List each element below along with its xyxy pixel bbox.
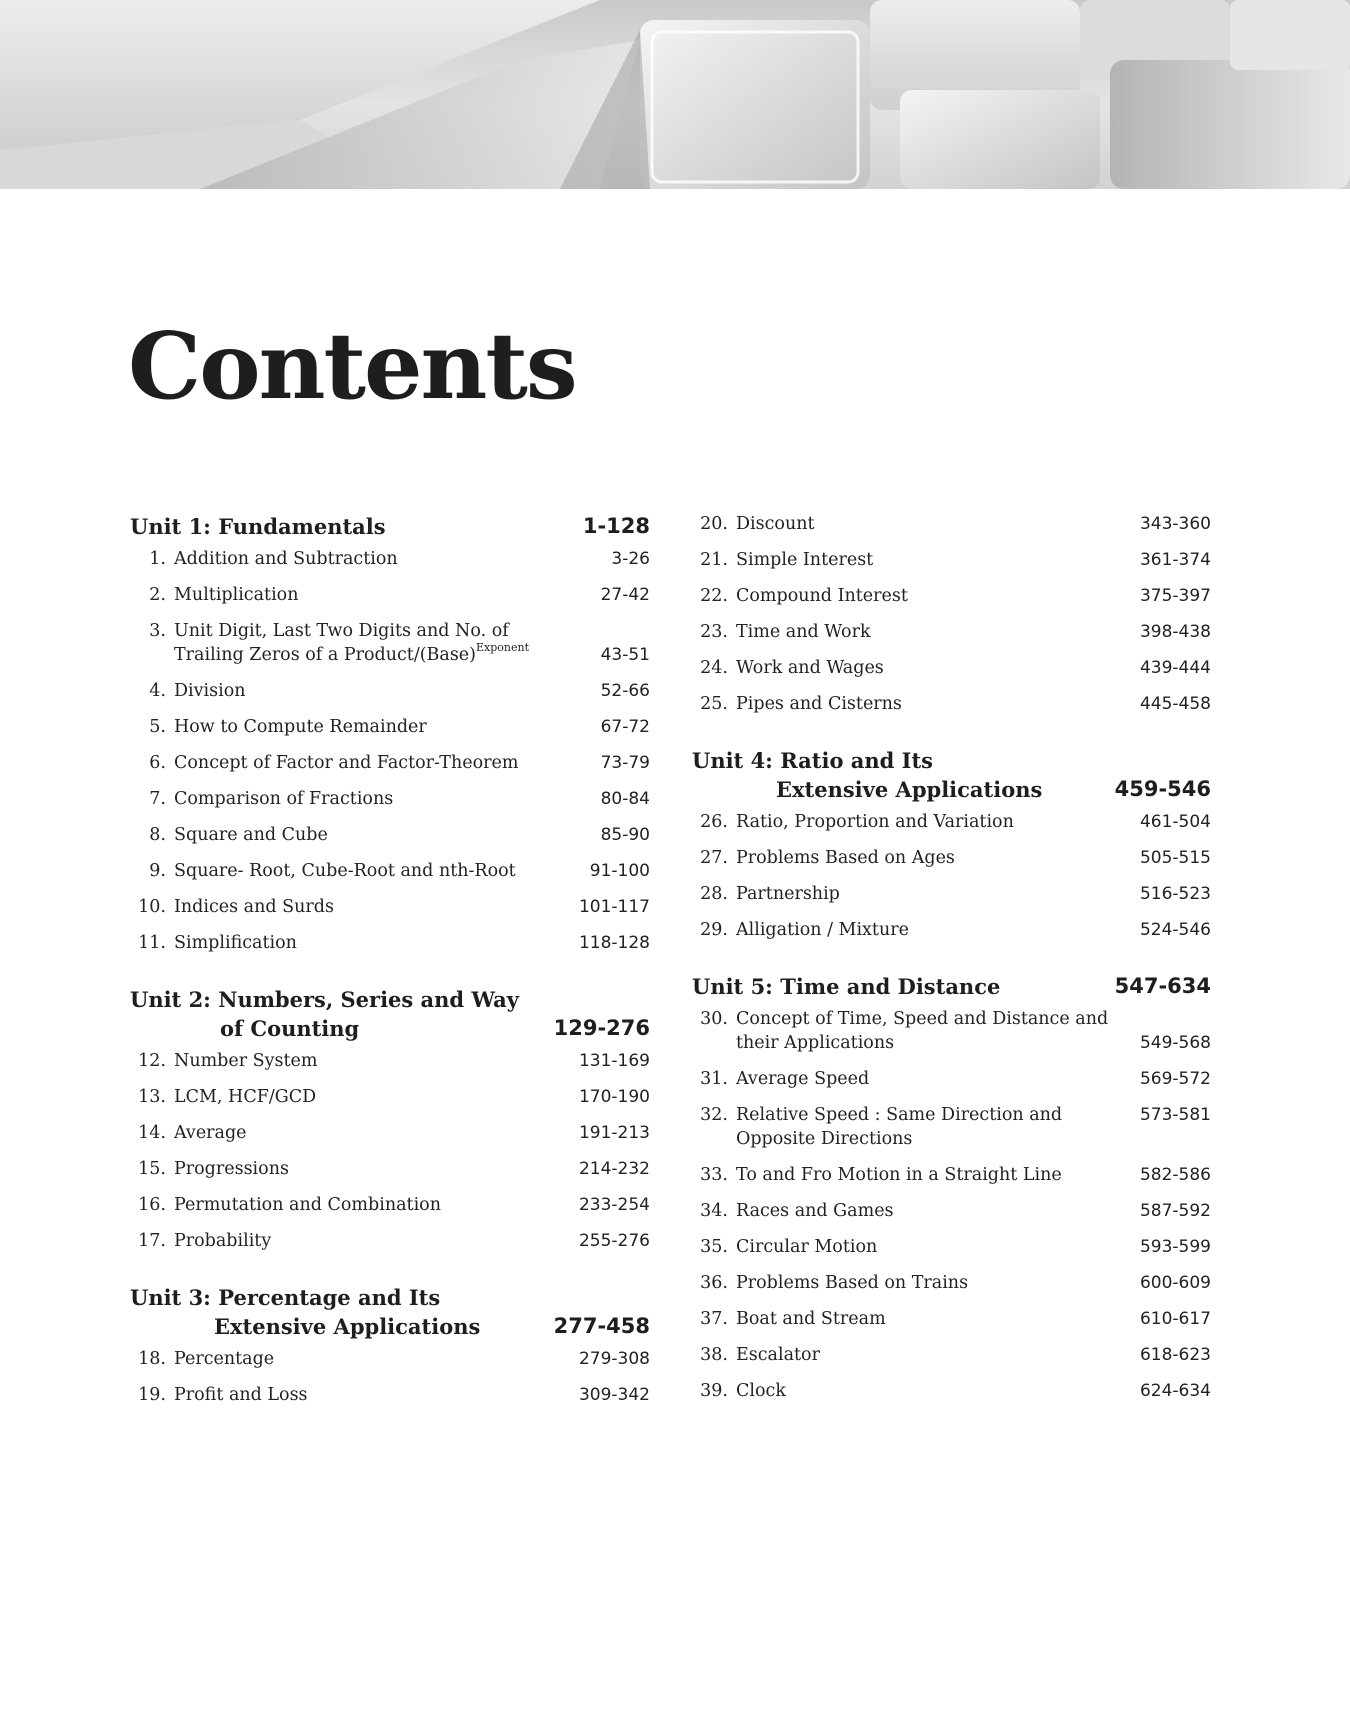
toc-entry[interactable]: [130, 1229, 650, 1253]
chapter-title: Progressions: [174, 1159, 289, 1179]
toc-entry[interactable]: [130, 1157, 650, 1181]
toc-entry[interactable]: [130, 679, 650, 703]
chapter-pages: 461-504: [1139, 812, 1211, 832]
chapter-number: 6.: [149, 753, 166, 773]
chapter-title: Compound Interest: [736, 586, 908, 606]
chapter-title: Square- Root, Cube-Root and nth-Root: [174, 861, 516, 881]
chapter-number: 14.: [138, 1123, 166, 1143]
chapter-number: 2.: [149, 585, 166, 605]
chapter-pages: 85-90: [600, 825, 650, 845]
toc-entry[interactable]: [130, 1049, 650, 1073]
chapter-pages: 600-609: [1139, 1273, 1211, 1293]
chapter-pages: 52-66: [600, 681, 650, 701]
toc-entry[interactable]: [130, 583, 650, 607]
unit-title: Unit 3: Percentage and Its Extensive Applications: [130, 1285, 481, 1339]
chapter-title: Profit and Loss: [174, 1385, 308, 1405]
unit-heading: [692, 746, 1211, 804]
chapter-title: Simplification: [174, 933, 297, 953]
chapter-title: Partnership: [736, 884, 840, 904]
chapter-title: Square and Cube: [174, 825, 328, 845]
unit-pages: 547-634: [1114, 974, 1211, 998]
chapter-pages: 624-634: [1139, 1381, 1211, 1401]
toc-left-column: [130, 512, 650, 1419]
chapter-pages: 516-523: [1139, 884, 1211, 904]
unit-title: Unit 1: Fundamentals: [130, 514, 386, 539]
toc-entry[interactable]: [692, 810, 1211, 834]
page-title: Contents: [128, 312, 576, 420]
chapter-title: Probability: [174, 1231, 272, 1251]
chapter-number: 24.: [700, 658, 728, 678]
chapter-title: Number System: [174, 1051, 318, 1071]
chapter-title: Discount: [736, 514, 815, 534]
chapter-title: Pipes and Cisterns: [736, 694, 902, 714]
chapter-pages: 361-374: [1139, 550, 1211, 570]
chapter-title: LCM, HCF/GCD: [174, 1087, 317, 1107]
unit-pages: 1-128: [582, 514, 650, 538]
chapter-number: 26.: [700, 812, 728, 832]
chapter-number: 23.: [700, 622, 728, 642]
chapter-title: Races and Games: [736, 1201, 894, 1221]
chapter-title: Concept of Factor and Factor-Theorem: [174, 753, 519, 773]
chapter-pages: 549-568: [1139, 1033, 1211, 1053]
toc-entry[interactable]: [692, 1235, 1211, 1259]
chapter-number: 30.: [700, 1009, 728, 1029]
toc-entry[interactable]: [692, 1007, 1211, 1055]
toc-entry[interactable]: [692, 1103, 1211, 1151]
toc-entry[interactable]: [692, 1343, 1211, 1367]
chapter-pages: 439-444: [1139, 658, 1211, 678]
chapter-title: Problems Based on Ages: [736, 848, 955, 868]
chapter-title: Division: [174, 681, 246, 701]
toc-entry[interactable]: [692, 1067, 1211, 1091]
unit-pages: 129-276: [553, 1016, 650, 1040]
chapter-title: Multiplication: [174, 585, 299, 605]
chapter-number: 4.: [149, 681, 166, 701]
header-banner-image: [0, 0, 1350, 189]
chapter-pages: 618-623: [1139, 1345, 1211, 1365]
toc-entry[interactable]: [692, 584, 1211, 608]
toc-entry[interactable]: [130, 931, 650, 955]
toc-entry[interactable]: [130, 1383, 650, 1407]
chapter-title: Unit Digit, Last Two Digits and No. of Trailing Zeros of a Product/(Base): [174, 621, 509, 665]
chapter-number: 27.: [700, 848, 728, 868]
toc-entry[interactable]: [130, 1085, 650, 1109]
chapter-pages: 170-190: [578, 1087, 650, 1107]
chapter-title: Average: [174, 1123, 247, 1143]
chapter-title: Concept of Time, Speed and Distance and their Applications: [736, 1009, 1109, 1053]
chapter-pages: 343-360: [1139, 514, 1211, 534]
chapter-title: Comparison of Fractions: [174, 789, 394, 809]
chapter-title: Circular Motion: [736, 1237, 878, 1257]
chapter-number: 1.: [149, 549, 166, 569]
unit-title: Unit 5: Time and Distance: [692, 974, 1001, 999]
chapter-pages: 610-617: [1139, 1309, 1211, 1329]
toc-entry[interactable]: [130, 823, 650, 847]
toc-entry[interactable]: [130, 547, 650, 571]
chapter-number: 7.: [149, 789, 166, 809]
chapter-pages: 67-72: [600, 717, 650, 737]
chapter-number: 32.: [700, 1105, 728, 1125]
chapter-pages: 27-42: [600, 585, 650, 605]
chapter-number: 31.: [700, 1069, 728, 1089]
chapter-number: 9.: [149, 861, 166, 881]
chapter-number: 17.: [138, 1231, 166, 1251]
toc-entry[interactable]: [692, 882, 1211, 906]
toc-entry[interactable]: [692, 1163, 1211, 1187]
unit-title: Unit 2: Numbers, Series and Way of Counting: [130, 987, 519, 1041]
cubes-pattern: [0, 0, 1350, 189]
chapter-pages: 582-586: [1139, 1165, 1211, 1185]
chapter-number: 25.: [700, 694, 728, 714]
toc-entry[interactable]: [130, 1347, 650, 1371]
chapter-title: Permutation and Combination: [174, 1195, 441, 1215]
chapter-pages: 3-26: [611, 549, 650, 569]
chapter-number: 29.: [700, 920, 728, 940]
toc-entry[interactable]: [130, 859, 650, 883]
toc-entry[interactable]: [692, 1307, 1211, 1331]
toc-entry[interactable]: [692, 1271, 1211, 1295]
unit-pages: 459-546: [1114, 777, 1211, 801]
toc-entry[interactable]: [692, 512, 1211, 536]
toc-entry[interactable]: [692, 1199, 1211, 1223]
chapter-title: Percentage: [174, 1349, 275, 1369]
chapter-number: 19.: [138, 1385, 166, 1405]
toc-entry[interactable]: [692, 620, 1211, 644]
chapter-pages: 505-515: [1139, 848, 1211, 868]
chapter-number: 13.: [138, 1087, 166, 1107]
chapter-number: 20.: [700, 514, 728, 534]
toc-entry[interactable]: [692, 656, 1211, 680]
chapter-pages: 191-213: [578, 1123, 650, 1143]
chapter-number: 37.: [700, 1309, 728, 1329]
chapter-title: Alligation / Mixture: [736, 920, 909, 940]
toc-entry[interactable]: [692, 1379, 1211, 1403]
chapter-pages: 101-117: [578, 897, 650, 917]
unit-heading: [692, 972, 1211, 1001]
toc-entry[interactable]: [692, 692, 1211, 716]
toc-entry[interactable]: [692, 846, 1211, 870]
chapter-title: Clock: [736, 1381, 786, 1401]
chapter-number: 38.: [700, 1345, 728, 1365]
chapter-number: 10.: [138, 897, 166, 917]
toc-entry[interactable]: [130, 895, 650, 919]
chapter-pages: 214-232: [578, 1159, 650, 1179]
chapter-title: Time and Work: [736, 622, 871, 642]
toc-right-column: [692, 512, 1211, 1415]
toc-entry[interactable]: [130, 619, 650, 667]
chapter-title: Ratio, Proportion and Variation: [736, 812, 1014, 832]
chapter-number: 36.: [700, 1273, 728, 1293]
toc-entry[interactable]: [692, 918, 1211, 942]
chapter-pages: 43-51: [600, 645, 650, 665]
chapter-number: 39.: [700, 1381, 728, 1401]
chapter-number: 34.: [700, 1201, 728, 1221]
toc-entry[interactable]: [692, 548, 1211, 572]
chapter-number: 22.: [700, 586, 728, 606]
unit-heading: [130, 1283, 650, 1341]
unit-heading: [130, 985, 650, 1043]
chapter-pages: 398-438: [1139, 622, 1211, 642]
chapter-pages: 80-84: [600, 789, 650, 809]
chapter-number: 5.: [149, 717, 166, 737]
toc-entry[interactable]: [130, 1121, 650, 1145]
chapter-title: To and Fro Motion in a Straight Line: [736, 1165, 1062, 1185]
chapter-pages: 309-342: [578, 1385, 650, 1405]
chapter-title: Boat and Stream: [736, 1309, 886, 1329]
chapter-pages: 233-254: [578, 1195, 650, 1215]
chapter-title: Addition and Subtraction: [174, 549, 398, 569]
unit-pages: 277-458: [553, 1314, 650, 1338]
toc-entry[interactable]: [130, 787, 650, 811]
chapter-number: 12.: [138, 1051, 166, 1071]
chapter-pages: 131-169: [578, 1051, 650, 1071]
chapter-pages: 279-308: [578, 1349, 650, 1369]
chapter-pages: 569-572: [1139, 1069, 1211, 1089]
chapter-number: 33.: [700, 1165, 728, 1185]
chapter-number: 18.: [138, 1349, 166, 1369]
chapter-pages: 91-100: [589, 861, 650, 881]
chapter-title: Escalator: [736, 1345, 820, 1365]
chapter-title: Indices and Surds: [174, 897, 334, 917]
toc-entry[interactable]: [130, 715, 650, 739]
chapter-pages: 587-592: [1139, 1201, 1211, 1221]
chapter-pages: 255-276: [578, 1231, 650, 1251]
chapter-number: 8.: [149, 825, 166, 845]
chapter-pages: 524-546: [1139, 920, 1211, 940]
chapter-number: 16.: [138, 1195, 166, 1215]
chapter-title-superscript: Exponent: [476, 641, 529, 654]
chapter-title: Work and Wages: [736, 658, 884, 678]
unit-title: Unit 4: Ratio and Its Extensive Applications: [692, 748, 1043, 802]
chapter-pages: 445-458: [1139, 694, 1211, 714]
chapter-number: 21.: [700, 550, 728, 570]
chapter-number: 15.: [138, 1159, 166, 1179]
toc-entry[interactable]: [130, 751, 650, 775]
chapter-pages: 375-397: [1139, 586, 1211, 606]
chapter-title: Average Speed: [736, 1069, 870, 1089]
chapter-number: 11.: [138, 933, 166, 953]
chapter-title: Relative Speed : Same Direction and Opposite Directions: [736, 1105, 1063, 1149]
chapter-number: 3.: [149, 621, 166, 641]
chapter-pages: 73-79: [600, 753, 650, 773]
unit-heading: [130, 512, 650, 541]
toc-entry[interactable]: [130, 1193, 650, 1217]
chapter-pages: 118-128: [578, 933, 650, 953]
chapter-title: Simple Interest: [736, 550, 874, 570]
chapter-pages: 593-599: [1139, 1237, 1211, 1257]
chapter-number: 35.: [700, 1237, 728, 1257]
chapter-title: How to Compute Remainder: [174, 717, 427, 737]
chapter-title: Problems Based on Trains: [736, 1273, 969, 1293]
chapter-pages: 573-581: [1139, 1105, 1211, 1125]
chapter-number: 28.: [700, 884, 728, 904]
